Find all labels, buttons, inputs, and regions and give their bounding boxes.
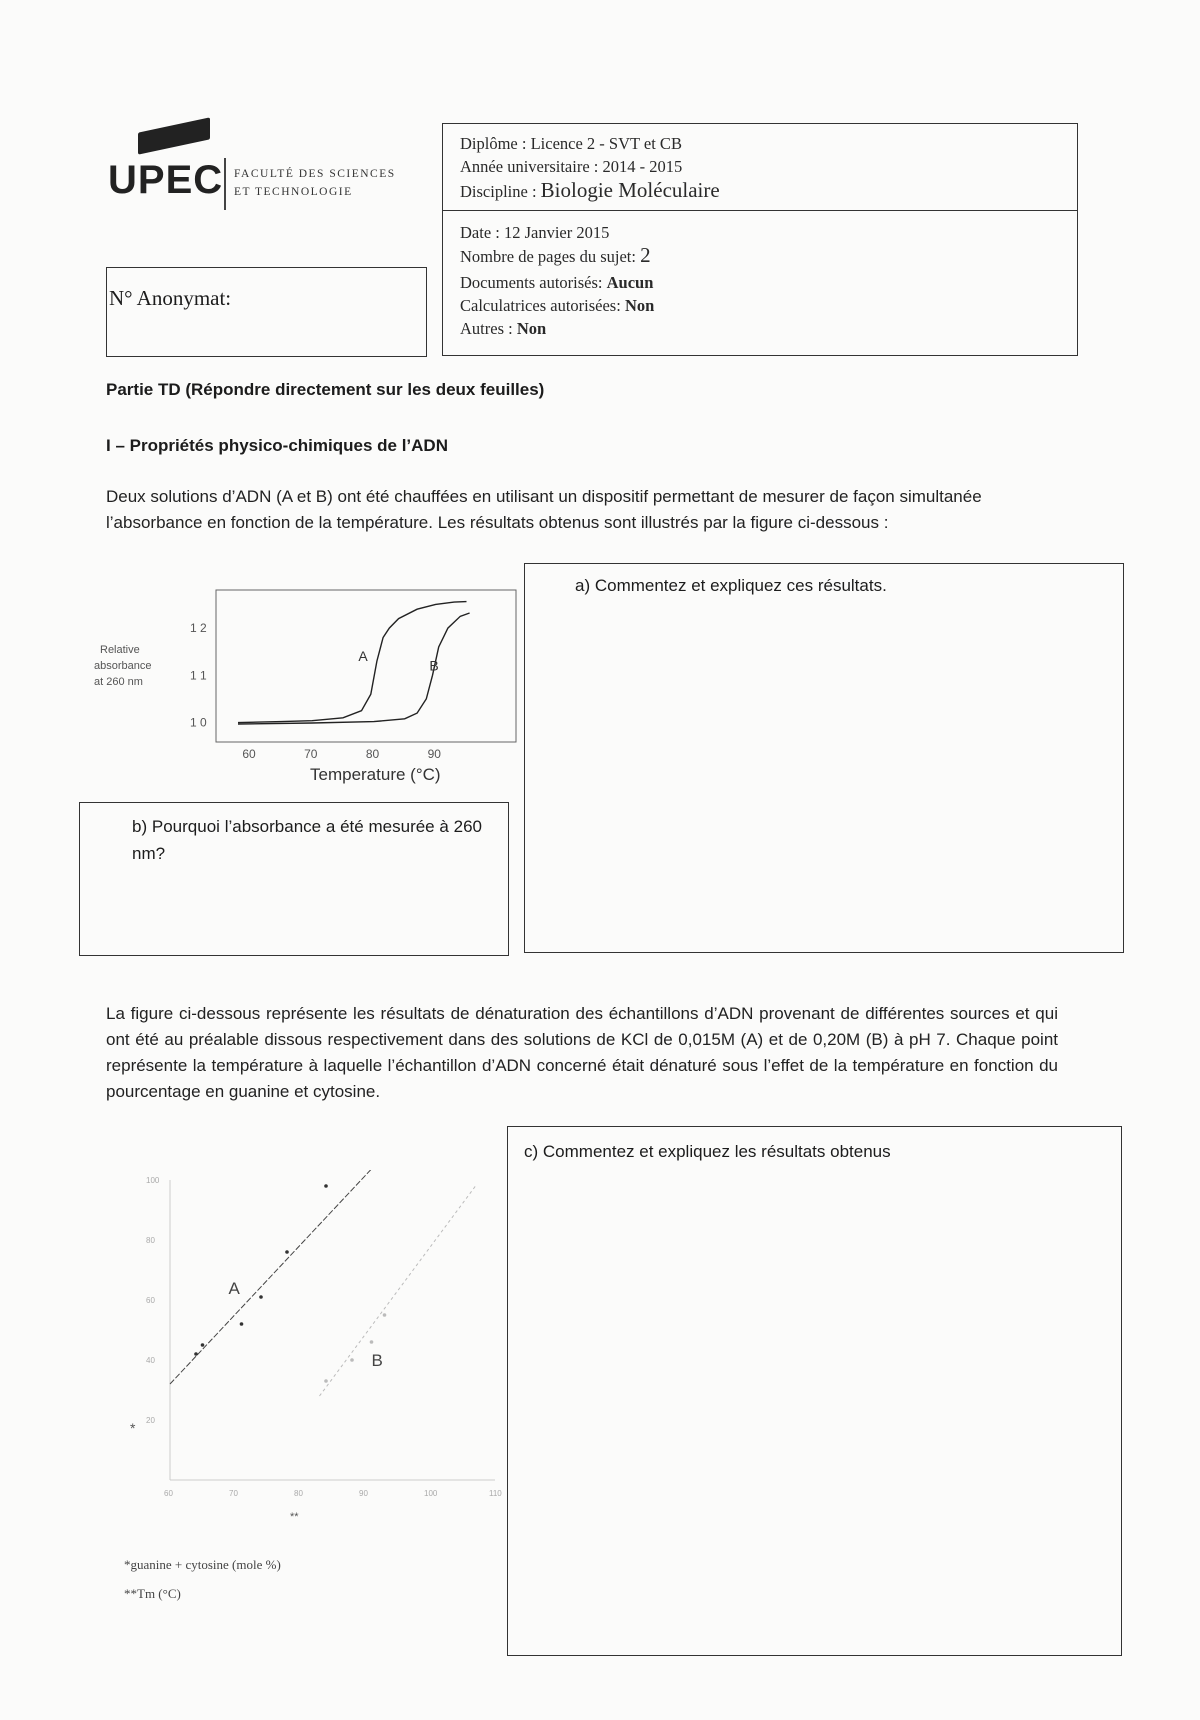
chart2-xtick-3: 90 xyxy=(359,1489,368,1498)
question-c: c) Commentez et expliquez les résultats obtenus xyxy=(524,1142,891,1161)
discipline-line xyxy=(460,178,720,203)
documents-line xyxy=(460,273,653,293)
chart2-series-label-B: B xyxy=(371,1351,383,1370)
faculty-line-2: ET TECHNOLOGIE xyxy=(234,186,353,198)
answer-box-a[interactable] xyxy=(524,563,1124,953)
chart1-ytick-2: 1 2 xyxy=(190,621,207,636)
chart1-xlabel: Temperature (°C) xyxy=(310,765,441,784)
chart1-series-label-A: A xyxy=(358,648,368,665)
partie-title: Partie TD (Répondre directement sur les deux feuilles) xyxy=(106,380,545,399)
chart2-point-A-3 xyxy=(259,1295,263,1299)
anonymat-label: N° Anonymat: xyxy=(109,286,232,310)
chart1-xtick-2: 80 xyxy=(365,747,380,761)
chart2-point-A-4 xyxy=(285,1250,289,1254)
chart2-fit-A xyxy=(170,1170,378,1384)
section-title: I – Propriétés physico-chimiques de l’ADN xyxy=(106,436,448,455)
chart2-xtick-5: 110 xyxy=(489,1489,502,1498)
exam-info-box xyxy=(442,123,1078,356)
chart2-fit-B xyxy=(320,1186,476,1396)
chart2-series-label-A: A xyxy=(228,1279,240,1298)
chart2-ytick-1: 40 xyxy=(146,1356,155,1365)
gc-tm-chart xyxy=(110,1170,510,1520)
faculty-name xyxy=(234,165,396,201)
chart1-xtick-0: 60 xyxy=(242,747,256,761)
documents-value: Aucun xyxy=(606,273,654,292)
chart2-ytick-4: 100 xyxy=(146,1176,160,1185)
chart1-frame xyxy=(216,590,516,742)
question-a: a) Commentez et expliquez ces résultats. xyxy=(575,576,887,595)
intro-paragraph: Deux solutions d’ADN (A et B) ont été chauffées en utilisant un dispositif permettant de mesurer de façon simultanée l’absorbance en fonction de la température. Les résultats obtenus sont illustrés par la figure ci-dessous : xyxy=(106,487,982,532)
discipline-value: Biologie Moléculaire xyxy=(540,178,720,202)
absorbance-chart xyxy=(90,580,530,795)
autres-label: Autres : xyxy=(460,319,517,338)
footnote-gc: *guanine + cytosine (mole %) xyxy=(124,1557,281,1572)
chart1-ytick-0: 1 0 xyxy=(190,715,207,730)
logo-separator xyxy=(224,158,226,210)
chart2-xtick-2: 80 xyxy=(294,1489,303,1498)
second-paragraph: La figure ci-dessous représente les résultats de dénaturation des échantillons d’ADN provenant de différentes sources et qui ont été au préalable dissous respectivement dans des solutions de KCl de 0,015M (A) et de 0,20M (B) à pH 7. Chaque point représente la température à laquelle l’échantillon d’ADN concerné était dénaturé sous l’effet de la température en fonction du pourcentage en guanine et cytosine. xyxy=(106,1004,1058,1101)
chart1-xtick-3: 90 xyxy=(427,747,441,761)
footnote-tm: **Tm (°C) xyxy=(124,1586,181,1601)
chart1-ylabel-line3: at 260 nm xyxy=(94,676,143,688)
chart1-ylabel-line2: absorbance xyxy=(94,660,152,672)
chart1-ylabel-line1: Relative xyxy=(100,644,140,656)
date-line: Date : 12 Janvier 2015 xyxy=(460,223,610,242)
chart2-xtick-1: 70 xyxy=(229,1489,238,1498)
chart2-xtick-0: 60 xyxy=(164,1489,173,1498)
anonymat-box[interactable] xyxy=(106,267,427,357)
discipline-label: Discipline : xyxy=(460,182,541,201)
documents-label: Documents autorisés: xyxy=(460,273,607,292)
chart2-point-B-1 xyxy=(350,1358,354,1362)
chart2-ytick-2: 60 xyxy=(146,1296,155,1305)
chart1-xtick-1: 70 xyxy=(304,747,318,761)
chart2-point-A-0 xyxy=(194,1352,198,1356)
diplome-line: Diplôme : Licence 2 - SVT et CB xyxy=(460,134,682,153)
chart2-ytick-3: 80 xyxy=(146,1236,155,1245)
upec-logo-mark xyxy=(138,117,210,154)
chart2-point-A-5 xyxy=(324,1184,328,1188)
chart2-ytick-0: 20 xyxy=(146,1416,155,1425)
chart2-point-B-0 xyxy=(324,1379,328,1383)
chart2-ylabel: * xyxy=(130,1420,136,1436)
autres-value: Non xyxy=(516,319,547,338)
chart2-point-B-3 xyxy=(383,1313,387,1317)
chart2-point-A-2 xyxy=(240,1322,244,1326)
answer-box-c[interactable] xyxy=(507,1126,1122,1656)
answer-box-b[interactable] xyxy=(79,802,509,956)
question-b: b) Pourquoi l’absorbance a été mesurée à 260 nm? xyxy=(132,817,482,863)
calculatrices-line xyxy=(460,296,654,316)
pages-label: Nombre de pages du sujet: xyxy=(460,247,641,266)
chart1-series-label-B: B xyxy=(429,657,439,674)
chart2-point-A-1 xyxy=(201,1343,205,1347)
calculatrices-value: Non xyxy=(624,296,655,315)
upec-logo: UPEC xyxy=(108,158,224,202)
annee-line: Année universitaire : 2014 - 2015 xyxy=(460,157,683,176)
pages-line xyxy=(460,243,651,268)
autres-line xyxy=(460,319,546,339)
pages-value: 2 xyxy=(640,243,651,267)
chart1-ytick-1: 1 1 xyxy=(190,668,207,683)
calculatrices-label: Calculatrices autorisées: xyxy=(460,296,625,315)
chart2-point-B-2 xyxy=(370,1340,374,1344)
chart2-xtick-4: 100 xyxy=(424,1489,438,1498)
faculty-line-1: FACULTÉ DES SCIENCES xyxy=(234,168,396,180)
chart2-xlabel: ** xyxy=(290,1511,299,1520)
